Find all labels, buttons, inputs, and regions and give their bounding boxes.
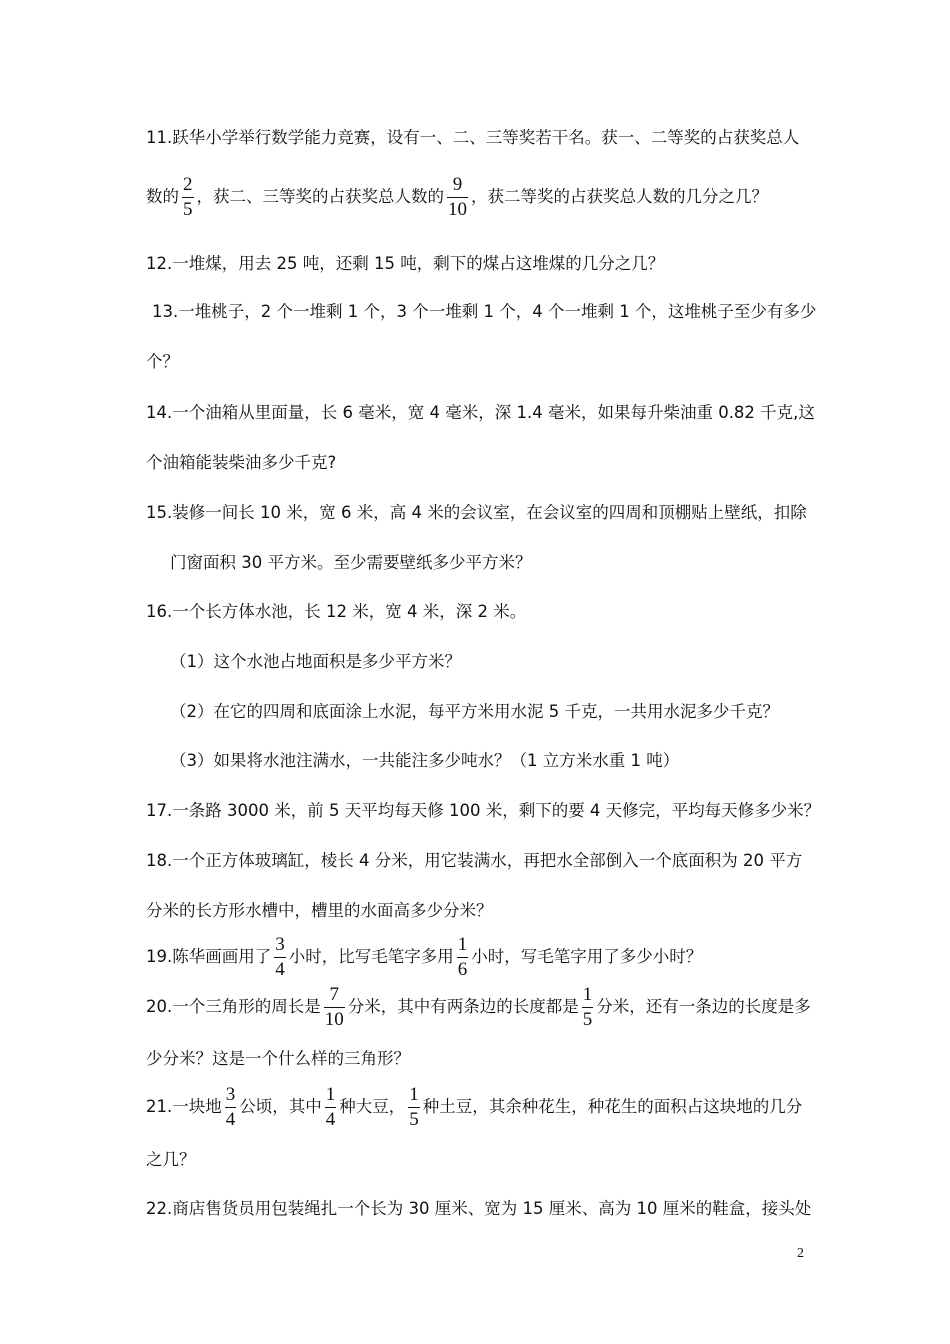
problem-21-text-d: 种土豆，其余种花生，种花生的面积占这块地的几分 [422, 1097, 803, 1116]
fraction-denominator: 10 [448, 199, 467, 220]
fraction-denominator: 10 [324, 1009, 344, 1030]
problem-20-text-c: 分米，还有一条边的长度是多 [596, 997, 811, 1016]
problem-20-text-b: 分米，其中有两条边的长度都是 [347, 997, 579, 1016]
problem-21-text-b: 公顷，其中 [239, 1097, 322, 1116]
problem-22-line-1: 22.商店售货员用包装绳扎一个长为 30 厘米、宽为 15 厘米、高为 10 厘米的鞋盒，接头处 [146, 1199, 812, 1218]
page-number: 2 [797, 1246, 804, 1261]
problem-17-line-1: 17.一条路 3000 米，前 5 天平均每天修 100 米，剩下的要 4 天修完，平均每天修多少米？ [146, 801, 821, 820]
fraction-denominator: 4 [225, 1109, 236, 1130]
problem-19-text-a: 19.陈华画画用了 [146, 947, 272, 966]
problem-18-line-2: 分米的长方形水槽中，槽里的水面高多少分米？ [146, 901, 493, 920]
fraction-denominator: 4 [275, 959, 285, 980]
fraction-3-4 [225, 1085, 237, 1130]
problem-16-sub-1: （1）这个水池占地面积是多少平方米？ [170, 652, 461, 671]
problem-13-line-1: 13.一堆桃子，2 个一堆剩 1 个，3 个一堆剩 1 个，4 个一堆剩 1 个，这堆桃子至少有多少 [152, 302, 817, 321]
fraction-numerator: 1 [325, 1085, 337, 1108]
fraction-denominator: 4 [325, 1109, 336, 1130]
problem-15-line-2: 门窗面积 30 平方米。至少需要壁纸多少平方米？ [170, 553, 532, 572]
problem-11-line-1: 11.跃华小学举行数学能力竞赛，设有一、二、三等奖若干名。获一、二等奖的占获奖总人 [146, 128, 800, 147]
problem-21-text-c: 种大豆， [339, 1097, 406, 1116]
fraction-numerator: 9 [447, 175, 468, 198]
fraction-denominator: 5 [409, 1109, 419, 1130]
problem-14-line-2: 个油箱能装柴油多少千克? [146, 453, 337, 472]
fraction-7-10 [324, 985, 345, 1030]
fraction-numerator: 3 [274, 935, 286, 958]
fraction-numerator: 1 [582, 985, 594, 1008]
fraction-1-5 [582, 985, 594, 1030]
fraction-denominator: 5 [183, 199, 193, 220]
problem-18-line-1: 18.一个正方体玻璃缸，棱长 4 分米，用它装满水，再把水全部倒入一个底面积为 20 平方 [146, 851, 803, 870]
problem-14-line-1: 14.一个油箱从里面量，长 6 毫米，宽 4 毫米，深 1.4 毫米，如果每升柴油重 0.82 千克,这 [146, 403, 815, 422]
fraction-numerator: 7 [324, 985, 345, 1008]
problem-20-line-1 [146, 985, 811, 1030]
problem-15-line-1: 15.装修一间长 10 米，宽 6 米，高 4 米的会议室，在会议室的四周和顶棚贴上壁纸，扣除 [146, 503, 807, 522]
problem-16-sub-3: （3）如果将水池注满水，一共能注多少吨水？（1 立方米水重 1 吨） [170, 751, 680, 770]
fraction-numerator: 3 [225, 1085, 237, 1108]
fraction-2-5 [182, 175, 194, 220]
problem-12-line-1: 12.一堆煤，用去 25 吨，还剩 15 吨，剩下的煤占这堆煤的几分之几？ [146, 254, 665, 273]
problem-19-text-c: 小时，写毛笔字用了多少小时？ [471, 947, 703, 966]
problem-21-line-1 [146, 1085, 802, 1130]
fraction-denominator: 5 [582, 1009, 593, 1030]
problem-16-sub-2: （2）在它的四周和底面涂上水泥，每平方米用水泥 5 千克，一共用水泥多少千克？ [170, 702, 779, 721]
problem-20-text-a: 20.一个三角形的周长是 [146, 997, 321, 1016]
fraction-numerator: 1 [408, 1085, 420, 1108]
problem-11-text-b: ，获二、三等奖的占获奖总人数的 [196, 187, 444, 206]
problem-16-line-1: 16.一个长方体水池，长 12 米，宽 4 米，深 2 米。 [146, 602, 527, 621]
problem-21-text-a: 21.一块地 [146, 1097, 222, 1116]
fraction-1-6 [457, 935, 469, 980]
problem-13-line-2: 个？ [146, 352, 179, 371]
fraction-1-4 [325, 1085, 337, 1130]
problem-19-line-1 [146, 935, 702, 980]
problem-21-line-2: 之几？ [146, 1150, 196, 1169]
fraction-numerator: 2 [182, 175, 194, 198]
problem-11-text-a: 数的 [146, 187, 179, 206]
problem-19-text-b: 小时，比写毛笔字多用 [288, 947, 454, 966]
fraction-1-5 [408, 1085, 420, 1130]
problem-11-text-c: ，获二等奖的占获奖总人数的几分之几？ [471, 187, 768, 206]
fraction-numerator: 1 [457, 935, 469, 958]
problem-11-line-2 [146, 175, 768, 220]
fraction-3-4 [274, 935, 286, 980]
fraction-denominator: 6 [457, 959, 468, 980]
problem-20-line-2: 少分米？这是一个什么样的三角形？ [146, 1049, 410, 1068]
fraction-9-10 [447, 175, 468, 220]
